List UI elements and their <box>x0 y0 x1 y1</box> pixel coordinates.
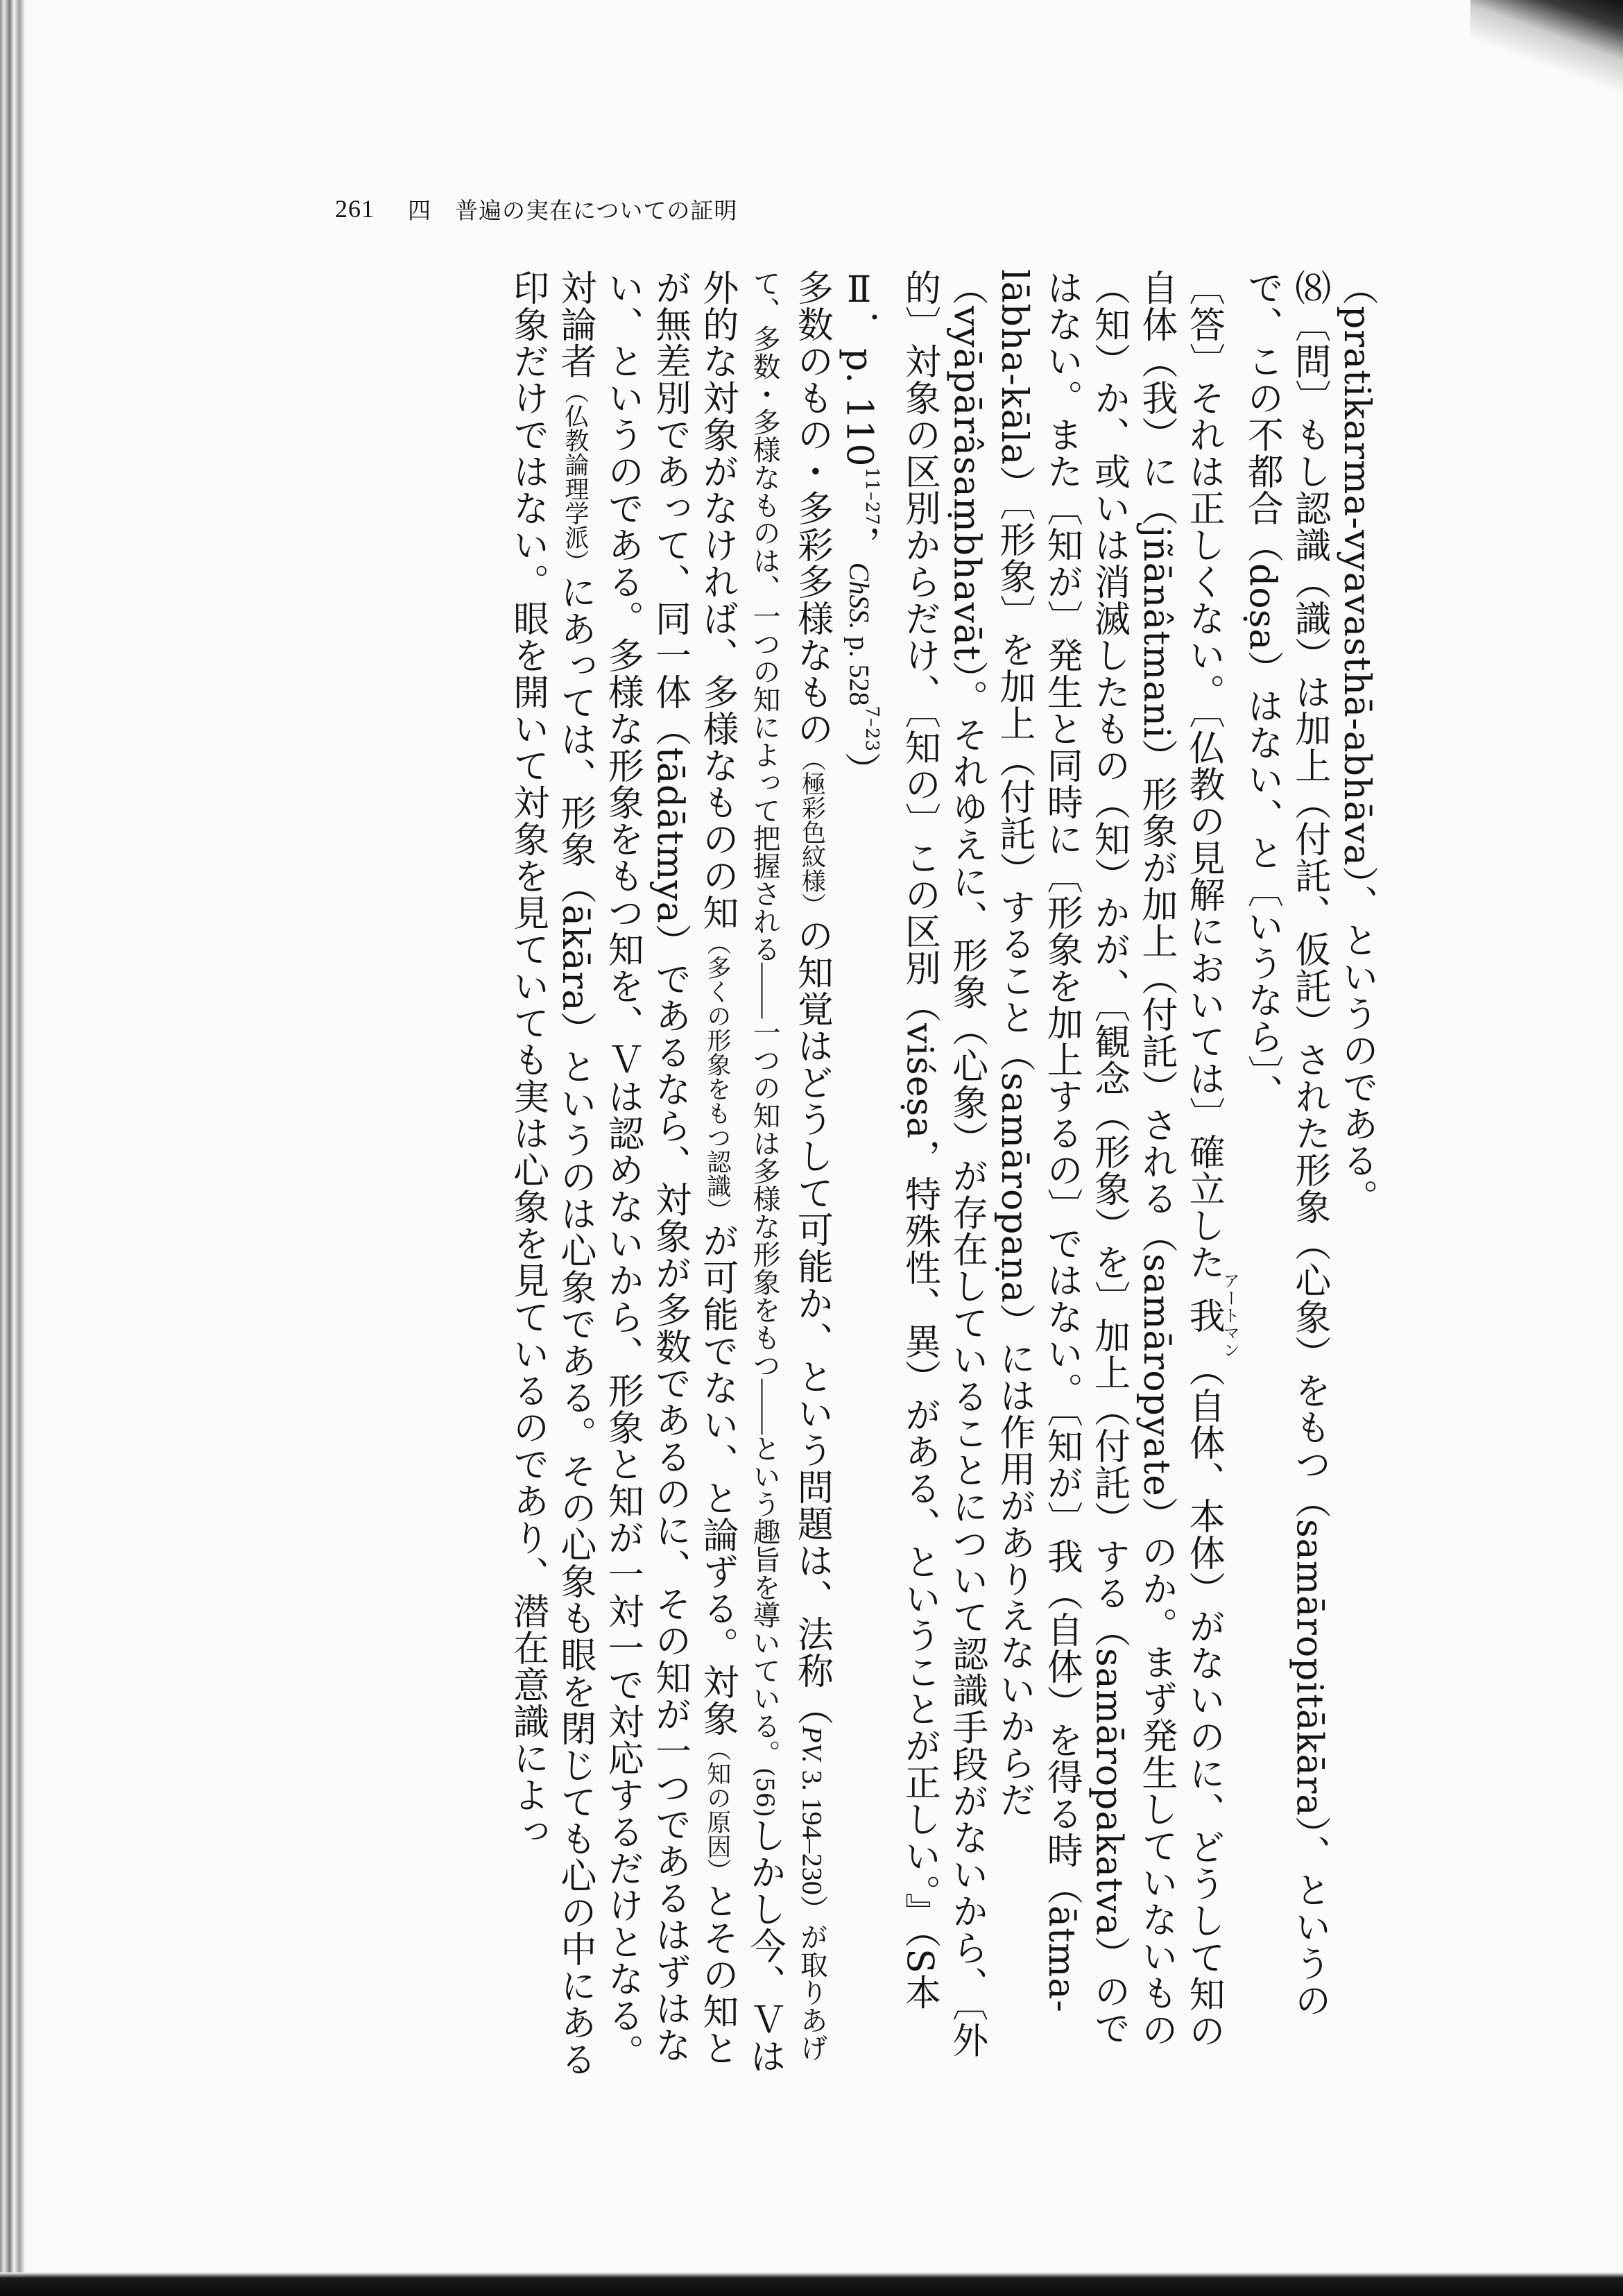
text-run: 〔答〕それは正しくない。〔仏教の見解においては〕確立した <box>1183 269 1225 1280</box>
paragraph-question-8 <box>1238 269 1333 2080</box>
footnote-ref[interactable]: (56) <box>750 1767 779 1817</box>
text-run: の知覚はどうして可能か、という問題は、法称（ <box>791 917 833 1726</box>
ruby-text: アートマン <box>1220 1272 1240 1359</box>
text-run: にあっては、形象（ākāra）というのは心象である。その心象も眼を閉じても心の中にある印象だけではない。眼を開いて対象を見ていても実は心象を見ているのであり、潜在意識によっ <box>506 269 596 2078</box>
ruby-base: 我 <box>1183 1272 1225 1359</box>
text-run: （pratikarma-vyavasthā-abhāva）、というのである。 <box>1336 269 1377 1216</box>
running-header <box>335 191 737 226</box>
paragraph-answer <box>835 269 1238 2080</box>
paragraph-1 <box>1333 269 1380 2080</box>
citation-work: PV. <box>796 1726 828 1763</box>
inline-note: （仏教論理学派） <box>560 379 589 574</box>
text-run: が可能でない、と論ずる。対象 <box>696 1222 738 1737</box>
body-text <box>347 269 1380 2080</box>
inline-note: （多くの形象をもつ認識） <box>703 931 731 1222</box>
citation-superscript: 7–23 <box>861 705 883 753</box>
chapter-title: 四 普遍の実在についての証明 <box>408 196 738 224</box>
text-run: （自体、本体）がないのに、どうして知の自体（我）に（jñānâtmani）形象が加上（付託）される（samāropyate）のか。まず発生していないもの（知）か、或いは消滅したもの（知）かが、〔観念（形象）を〕加上（付託）する（samāropakatva）のではない。また〔知が〕発生と同時に〔形象を加上するの〕ではない。〔知が〕我（自体）を得る時（ātma-lābha-kāla）〔形象〕を加上（付託）すること（samāropaṇa）には作用がありえないからだ（vyāpārâsaṃbhavāt）。それゆえに、形象（心象）が存在していることについて認識手段がないから、〔外的〕対象の区別からだけ、〔知の〕この区別（viśeṣa，特殊性、異）がある、ということが正しい。』（S本Ⅱ．p. 110 <box>838 269 1225 2059</box>
citation-superscript: 11–27 <box>861 467 883 526</box>
inline-note: （知の原因） <box>703 1737 731 1883</box>
text-run: ， <box>838 525 880 563</box>
page-number: 261 <box>335 195 375 223</box>
inline-note: （極彩色紋様） <box>798 747 826 917</box>
citation-page: p. 528 <box>843 629 875 706</box>
binding-shadow <box>0 0 39 2296</box>
citation-work: ChSS. <box>843 562 875 630</box>
text-run: しかし今、Ｖは外的な対象がなければ、多様なものの知 <box>696 269 786 2075</box>
corner-shadow <box>1470 0 1623 104</box>
ruby-atman <box>1183 1272 1240 1359</box>
text-run: ） <box>838 752 880 789</box>
text-run: 多数のもの・多彩多様なもの <box>791 269 833 747</box>
text-run: とその知とが無差別であって、同一体（tādātmya）であるなら、対象が多数であるのに、その知が一つであるはずはない、というのである。多様な形象をもつ知を、Ｖは認めないから、形象と知が一対一で対応するだけとなる。対論者 <box>553 269 738 2071</box>
text-run: 3. 194–230）が取りあげて、多数・多様なものは、一つの知によって把握される――一つの知は多様な形象をもつ――という趣旨を導いている。 <box>749 269 828 2062</box>
bottom-edge <box>0 2272 1623 2296</box>
paragraph-2 <box>504 269 835 2080</box>
text-run: ⑻〔問〕もし認識（識）は加上（付託、仮託）された形象（心象）をもつ（samāropitākāra）、というので、この不都合（doṣa）はない、と〔いうなら〕、 <box>1241 269 1330 2019</box>
